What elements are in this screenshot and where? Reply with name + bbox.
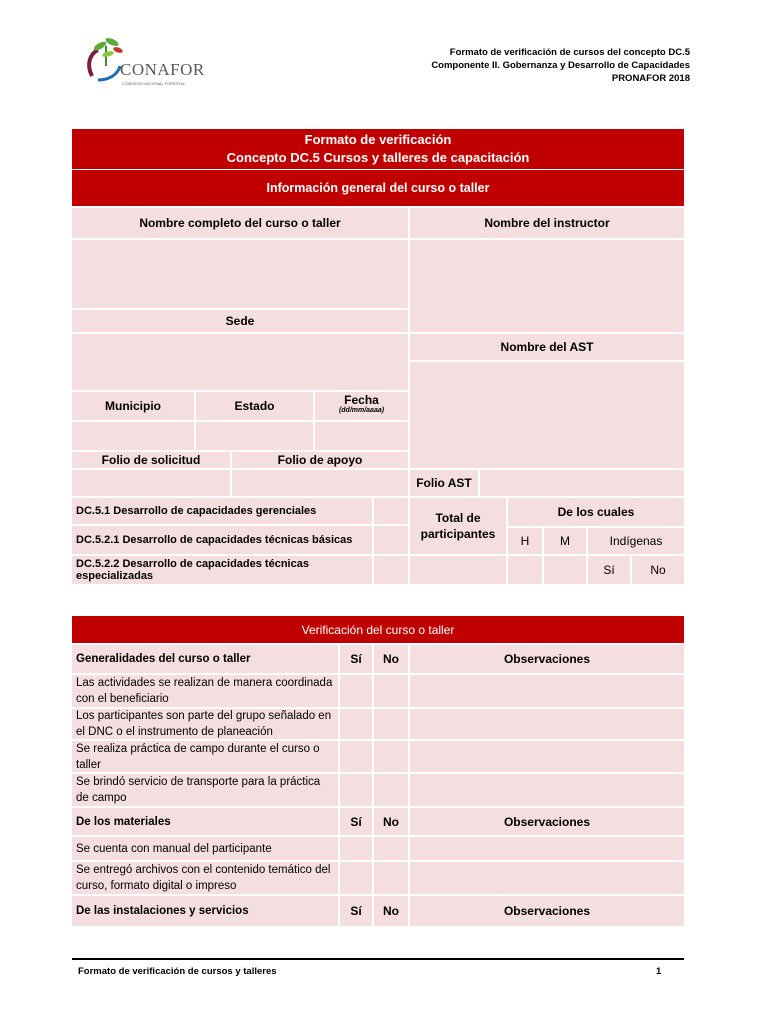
fecha-format: (dd/mm/aaaa) <box>338 407 385 414</box>
observaciones-column-header: Observaciones <box>410 896 684 926</box>
header-line-2: Componente II. Gobernanza y Desarrollo de Capacidades <box>431 60 690 71</box>
row-text-line: Se cuenta con manual del participante <box>76 842 272 855</box>
verification-row-label <box>72 862 338 894</box>
si-column-header: Sí <box>340 645 372 673</box>
concept-dc522-check[interactable] <box>374 556 408 584</box>
si-checkbox[interactable] <box>340 741 372 772</box>
no-column-header: No <box>374 896 408 926</box>
header-line-3: PRONAFOR 2018 <box>611 73 690 84</box>
observaciones-field[interactable] <box>410 675 684 707</box>
row-text-line: Las actividades se realizan de manera coordinada <box>76 677 333 689</box>
sede-field[interactable] <box>72 334 408 390</box>
fecha-field[interactable] <box>315 422 408 450</box>
verification-row-label <box>72 675 338 707</box>
row-text-line: curso, formato digital o impreso <box>76 880 237 892</box>
fecha-label <box>315 392 408 420</box>
row-text-line: Se entregó archivos con el contenido temático del <box>76 864 331 876</box>
indigenas-no-label: No <box>632 556 684 584</box>
si-checkbox[interactable] <box>340 774 372 806</box>
form-title-line-2: Concepto DC.5 Cursos y talleres de capacitación <box>226 150 530 165</box>
no-column-header: No <box>374 645 408 673</box>
folio-solicitud-field[interactable] <box>72 470 230 496</box>
group-materiales-header: De los materiales <box>72 808 338 835</box>
concept-dc521-check[interactable] <box>374 526 408 554</box>
row-text-line: el DNC o el instrumento de planeación <box>76 726 273 738</box>
header-line-1: Formato de verificación de cursos del concepto DC.5 <box>449 47 690 58</box>
total-participants-label <box>410 498 506 554</box>
row-text-line: Se realiza práctica de campo durante el curso o <box>76 742 320 755</box>
footer-text: Formato de verificación de cursos y talleres <box>78 966 277 977</box>
no-checkbox[interactable] <box>374 709 408 739</box>
section-general-info: Información general del curso o taller <box>72 170 684 206</box>
h-label: H <box>508 528 542 554</box>
row-text-line: Los participantes son parte del grupo señalado en <box>76 710 332 722</box>
concept-dc51-check[interactable] <box>374 498 408 524</box>
folio-ast-field[interactable] <box>480 470 684 496</box>
no-checkbox[interactable] <box>374 741 408 772</box>
logo-name: CONAFOR <box>120 60 205 79</box>
row-text-line: con el beneficiario <box>76 693 169 705</box>
concept-dc51-label: DC.5.1 Desarrollo de capacidades gerenciales <box>72 498 372 524</box>
verification-row-label <box>72 774 338 806</box>
indigenas-si-label: Sí <box>588 556 630 584</box>
no-checkbox[interactable] <box>374 837 408 860</box>
sede-label: Sede <box>72 310 408 332</box>
document-header <box>370 46 690 85</box>
estado-field[interactable] <box>196 422 313 450</box>
folio-apoyo-label: Folio de apoyo <box>232 452 408 468</box>
no-checkbox[interactable] <box>374 675 408 707</box>
no-column-header: No <box>374 808 408 835</box>
concept-dc521-label: DC.5.2.1 Desarrollo de capacidades técnicas básicas <box>72 526 372 554</box>
section-verification: Verificación del curso o taller <box>72 616 684 643</box>
ast-name-label: Nombre del AST <box>410 334 684 360</box>
no-checkbox[interactable] <box>374 774 408 806</box>
municipio-label: Municipio <box>72 392 194 420</box>
verification-row-label <box>72 741 338 772</box>
total-line-1: Total de <box>435 511 481 525</box>
footer-rule <box>72 958 684 960</box>
group-instalaciones-header: De las instalaciones y servicios <box>72 896 338 926</box>
observaciones-field[interactable] <box>410 862 684 894</box>
logo <box>84 36 204 92</box>
h-field[interactable] <box>508 556 542 584</box>
si-checkbox[interactable] <box>340 862 372 894</box>
course-name-field[interactable] <box>72 240 408 308</box>
instructor-field[interactable] <box>410 240 684 332</box>
m-label: M <box>544 528 586 554</box>
observaciones-field[interactable] <box>410 774 684 806</box>
si-checkbox[interactable] <box>340 675 372 707</box>
ast-name-field[interactable] <box>410 362 684 468</box>
de-los-cuales-label: De los cuales <box>508 498 684 526</box>
form-title <box>72 129 684 169</box>
row-text-line: de campo <box>76 792 127 804</box>
fecha-title: Fecha <box>344 393 379 407</box>
si-checkbox[interactable] <box>340 709 372 739</box>
form-title-line-1: Formato de verificación <box>304 132 452 147</box>
observaciones-column-header: Observaciones <box>410 808 684 835</box>
folio-apoyo-field[interactable] <box>232 470 408 496</box>
verification-row-label <box>72 709 338 739</box>
folio-ast-label: Folio AST <box>410 470 478 496</box>
row-text-line: taller <box>76 758 101 771</box>
concept-dc522-label: DC.5.2.2 Desarrollo de capacidades técnicas especializadas <box>72 556 372 584</box>
total-line-2: participantes <box>420 527 496 541</box>
observaciones-field[interactable] <box>410 741 684 772</box>
municipio-field[interactable] <box>72 422 194 450</box>
observaciones-field[interactable] <box>410 837 684 860</box>
no-checkbox[interactable] <box>374 862 408 894</box>
folio-solicitud-label: Folio de solicitud <box>72 452 230 468</box>
row-text-line: Se brindó servicio de transporte para la práctica <box>76 776 321 788</box>
total-field[interactable] <box>410 556 506 584</box>
m-field[interactable] <box>544 556 586 584</box>
si-column-header: Sí <box>340 896 372 926</box>
group-generalidades-header: Generalidades del curso o taller <box>72 645 338 673</box>
observaciones-field[interactable] <box>410 709 684 739</box>
indigenas-label: Indígenas <box>588 528 684 554</box>
si-checkbox[interactable] <box>340 837 372 860</box>
si-column-header: Sí <box>340 808 372 835</box>
instructor-label: Nombre del instructor <box>410 208 684 238</box>
course-name-label: Nombre completo del curso o taller <box>72 208 408 238</box>
estado-label: Estado <box>196 392 313 420</box>
page-number: 1 <box>656 966 662 977</box>
logo-subtitle: COMISIÓN NACIONAL FORESTAL <box>122 81 186 86</box>
verification-row-label <box>72 837 338 860</box>
observaciones-column-header: Observaciones <box>410 645 684 673</box>
